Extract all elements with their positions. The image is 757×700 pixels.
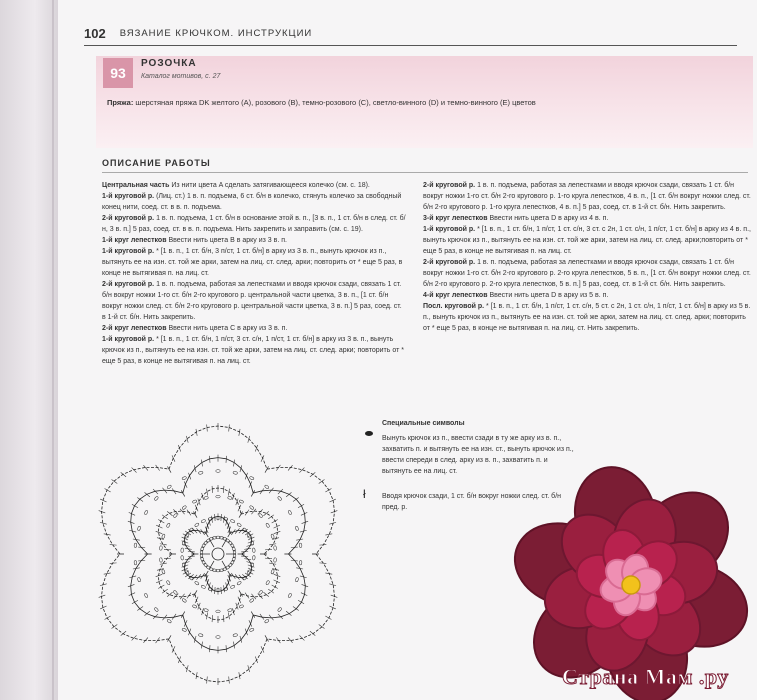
instruction-paragraph (102, 235, 406, 246)
legend-title: Специальные символы (382, 420, 465, 427)
crochet-chart-diagram (78, 414, 358, 690)
chain-stitch (198, 471, 203, 474)
chain-stitch (144, 593, 148, 598)
chain-stitch (166, 580, 170, 585)
chain-stitch (134, 560, 137, 565)
instruction-text: Ввести нить цвета D в арку из 4 в. п. (489, 215, 609, 222)
instruction-text: 1 в. п. подъема, работая за лепестками и вводя крючок сзади, связать 1 ст. б/н вокруг ножки 1-го ст. б/н 2-го кругового р. 2-го круга лепестков, 5 в. п., [1 ст. б/н вокруг ножки след. ст. б/н 2-го кругового р. 2-го круга лепестков, 5 в. п.] 5 раз, соед. ст. в 1-й ст. б/н. Нить закрепить. (423, 259, 751, 288)
motif-number-badge: 93 (103, 58, 133, 88)
chain-stitch (201, 585, 206, 589)
chain-stitch (216, 495, 220, 498)
yarn-info (107, 98, 536, 107)
chain-stitch (134, 543, 137, 548)
chain-stitch (265, 523, 269, 528)
stitch-mark (286, 611, 291, 615)
chain-stitch (249, 598, 254, 603)
instruction-label: 1-й круговой р. (102, 193, 155, 200)
stitch-mark (223, 486, 224, 493)
page-header (84, 26, 312, 41)
chain-stitch (225, 538, 230, 543)
stitch-mark (255, 445, 257, 452)
instruction-paragraph (102, 180, 406, 191)
stitch-mark (178, 656, 180, 663)
instruction-text: (Лиц. ст.) 1 в. п. подъема, 6 ст. б/н в колечко, стянуть колечко за свободный конец нити, соед. ст. в в. п. подъема. (102, 193, 402, 211)
yarn-text: шерстяная пряжа DK желтого (A), розового (B), темно-розового (C), светло-винного (D) и темно-винного (E) цветов (135, 98, 536, 107)
instruction-text: 1 в. п. подъема, работая за лепестками и вводя крючок сзади, связать 1 ст. б/н вокруг ножки 1-го ст. б/н 2-го кругового р. 1-го круга лепестков, 4 в. п., [1 ст. б/н вокруг ножки след. ст. б/н 2-го кругового р. 1-го круга лепестков, 4 в. п.] 5 раз, соед. ст. в 1-й ст. б/н. Нить закрепить. (423, 182, 751, 211)
instruction-text: 1 в. п. подъема, работая за лепестками и вводя крючок сзади, связать 1 ст. б/н вокруг ножки 1-го ст. б/н 2-го кругового р. центральной части цветка, 3 в. п., [1 ст. б/н вокруг ножки след. ст. б/н 2-го кругового р. центральной части цветка, 3 в. п.] 5 раз, соед. ст. в 1-й ст. б/н. Нить закрепить. (102, 281, 402, 321)
instruction-paragraph (423, 257, 751, 290)
chain-stitch (216, 636, 220, 639)
chain-stitch (242, 576, 247, 581)
legend-item-1: Вынуть крючок из п., ввести сзади в ту же арку из в. п., захватить п. и вытянуть ее на изн. ст., вынуть крючок из п., ввести спереди в след. арку из в. п., захватить п. и вытянуть ее на лиц. ст. (382, 435, 574, 475)
stitch-mark (286, 492, 291, 496)
stitch-mark (229, 677, 230, 684)
instruction-paragraph (102, 323, 406, 334)
page-number: 102 (84, 26, 106, 41)
stitch-mark (132, 468, 137, 473)
chain-stitch (295, 577, 299, 582)
crochet-flower-photo (505, 445, 757, 700)
chain-stitch (182, 505, 187, 510)
chain-stitch (288, 510, 292, 515)
chain-stitch (242, 527, 247, 532)
petal-outline (169, 639, 267, 682)
instruction-label: 2-й круговой р. (423, 259, 476, 266)
instruction-paragraph (102, 246, 406, 279)
instruction-paragraph (423, 180, 751, 213)
instruction-paragraph (102, 334, 406, 367)
instruction-text: Ввести нить цвета B в арку из 3 в. п. (168, 237, 287, 244)
stitch-mark (263, 511, 268, 515)
chain-stitch (258, 590, 263, 595)
stitch-mark (100, 522, 107, 524)
instruction-text: * [1 в. п., 1 ст. б/н, 3 п/ст, 1 ст. б/н] в арку из 3 в. п., вынуть крючок из п., вытянуть ее на изн. ст. той же арки, затем на лиц. ст. след. арки; повторить от * еще 5 раз, в конце не вытягивая п. на лиц. ст. (102, 248, 403, 277)
instruction-label: 4-й круг лепестков (423, 292, 488, 299)
chain-stitch (154, 496, 159, 501)
instruction-label: 1-й круговой р. (102, 336, 155, 343)
chain-stitch (194, 523, 199, 528)
stitch-mark (310, 472, 315, 476)
chain-stitch (274, 546, 277, 551)
instruction-text: Ввести нить цвета C в арку из 3 в. п. (168, 325, 288, 332)
instruction-label: 1-й круговой р. (423, 226, 476, 233)
instruction-paragraph (423, 290, 751, 301)
chain-stitch (144, 510, 148, 515)
instruction-label: Центральная часть (102, 182, 170, 189)
instruction-label: 2-й круговой р. (102, 281, 155, 288)
chain-stitch (182, 598, 187, 603)
stitch-mark (263, 592, 268, 596)
chain-stitch (216, 610, 220, 613)
stitch-mark (145, 611, 150, 615)
instructions-right-column (423, 180, 751, 334)
chain-stitch (173, 590, 178, 595)
chain-stitch (181, 555, 184, 560)
chain-stitch (159, 546, 162, 551)
instruction-label: 1-й круговой р. (102, 248, 155, 255)
chain-stitch (228, 540, 233, 545)
work-description-title: ОПИСАНИЕ РАБОТЫ (102, 158, 211, 168)
chain-stitch (239, 604, 244, 608)
chain-stitch (299, 543, 302, 548)
stitch-mark (167, 592, 172, 596)
chain-stitch (233, 633, 238, 636)
chain-stitch (239, 499, 244, 503)
stitch-mark (207, 425, 208, 432)
chain-stitch (233, 550, 236, 555)
stitch-mark (325, 616, 331, 620)
stitch-mark (186, 436, 188, 443)
chain-stitch (228, 563, 233, 568)
instruction-paragraph (102, 279, 406, 323)
chain-stitch (137, 526, 141, 531)
instruction-label: 1-й круг лепестков (102, 237, 167, 244)
chain-stitch (265, 580, 269, 585)
stitch-mark (325, 534, 332, 535)
petal-outline (241, 554, 278, 597)
stitch-mark (226, 456, 227, 463)
chain-stitch (194, 581, 199, 586)
chain-stitch (233, 471, 238, 474)
stitch-mark (226, 645, 227, 652)
instruction-label: Посл. круговой р. (423, 303, 485, 310)
petal-outline (159, 511, 196, 554)
catalog-reference: Каталог мотивов, с. 27 (141, 73, 221, 80)
chain-stitch (167, 619, 172, 624)
chain-stitch (204, 496, 209, 499)
instruction-label: 2-й круговой р. (423, 182, 476, 189)
header-rule (84, 45, 737, 46)
instruction-label: 2-й круг лепестков (102, 325, 167, 332)
flower-center (622, 576, 640, 594)
chain-stitch (277, 496, 282, 501)
instruction-paragraph (102, 191, 406, 213)
chain-stitch (166, 523, 170, 528)
instruction-paragraph (423, 224, 751, 257)
petal-outline (267, 554, 335, 641)
stitch-mark (121, 631, 126, 635)
chain-stitch (264, 485, 269, 490)
chain-stitch (167, 485, 172, 490)
stitch-mark (206, 489, 207, 496)
chain-stitch (249, 476, 254, 480)
stitch-mark (105, 489, 111, 493)
chain-stitch (271, 534, 275, 539)
stitch-mark (329, 584, 336, 586)
petal-outline (241, 511, 278, 554)
chain-stitch (182, 628, 187, 632)
chain-stitch (288, 593, 292, 598)
stitch-mark (329, 499, 335, 502)
watermark-logo: Страна Мам .ру (562, 664, 729, 689)
stitch-mark (167, 511, 172, 515)
stitch-mark (269, 563, 276, 564)
petal-outline (267, 467, 335, 554)
chain-stitch (182, 476, 187, 480)
chain-stitch (189, 527, 194, 532)
chain-stitch (271, 569, 275, 574)
chain-stitch (189, 576, 194, 581)
back-post-stitch-symbol-icon: ł (363, 487, 366, 501)
chain-stitch (154, 607, 159, 612)
instruction-paragraph (423, 213, 751, 224)
instruction-text: Ввести нить цвета D в арку из 5 в. п. (489, 292, 609, 299)
motif-title: РОЗОЧКА (141, 58, 197, 69)
petal-outline (169, 426, 267, 469)
spine-edge (52, 0, 54, 700)
instruction-text: * [1 в. п., 1 ст. б/н, 1 п/ст, 3 ст. с/н, 1 п/ст, 1 ст. б/н] в арку из 3 в. п., вынуть крючок из п., вытянуть ее на изн. ст. той же арки, затем на лиц. ст. след. арки; повторить от * еще 5 раз, в конце не вытягивая п. на лиц. ст. (102, 336, 404, 365)
petal-outline (102, 554, 170, 641)
chain-stitch (192, 499, 197, 503)
instruction-text: * [1 в. п., 1 ст. б/н, 1 п/ст, 1 ст. с/н, 3 ст. с 2н, 1 ст. с/н, 1 п/ст, 1 ст. б/н] в арку из 4 в. п., вынуть крючок из п., вытянуть ее на изн. ст. той же арки, затем на лиц. ст. след. арки;повторить от * еще 5 раз, в конце не вытягивая п. на лиц. ст. (423, 226, 751, 255)
stitch-mark (248, 665, 250, 672)
chain-stitch (203, 563, 208, 568)
chain-stitch (161, 569, 165, 574)
work-rule (102, 172, 748, 173)
chain-stitch (258, 513, 263, 518)
instructions-left-column (102, 180, 406, 367)
chain-stitch (228, 608, 233, 611)
chain-stitch (299, 560, 302, 565)
chain-stitch (204, 608, 209, 611)
instruction-label: 2-й круговой р. (102, 215, 155, 222)
pull-through-symbol-icon (365, 431, 373, 436)
stitch-mark (100, 606, 106, 609)
section-title: ВЯЗАНИЕ КРЮЧКОМ. ИНСТРУКЦИИ (119, 28, 313, 39)
chain-stitch (228, 496, 233, 499)
chain-stitch (201, 519, 206, 523)
chain-stitch (230, 519, 235, 523)
chain-stitch (249, 505, 254, 510)
book-spine (0, 0, 58, 700)
stitch-mark (160, 544, 167, 545)
chain-stitch (252, 555, 255, 560)
yarn-label: Пряжа: (107, 98, 134, 107)
stitch-mark (212, 615, 213, 622)
chain-stitch (216, 470, 220, 473)
instruction-paragraph (102, 213, 406, 235)
chain-stitch (203, 540, 208, 545)
petal-outline (102, 467, 170, 554)
stitch-mark (145, 492, 150, 496)
chain-stitch (159, 558, 162, 563)
instruction-label: 3-й круг лепестков (423, 215, 488, 222)
chain-stitch (264, 619, 269, 624)
stitch-mark (209, 645, 210, 652)
chain-stitch (206, 565, 211, 570)
stitch-mark (228, 612, 229, 619)
chain-stitch (237, 581, 242, 586)
stitch-mark (209, 456, 210, 463)
petal-outline (159, 554, 196, 597)
chain-stitch (249, 628, 254, 632)
instruction-text: * [1 в. п., 1 ст. б/н, 1 п/ст, 1 ст. с/н, 5 ст. с 2н, 1 ст. с/н, 1 п/ст, 1 ст. б/н] в арку из 5 в. п., вынуть крючок из п., вытянуть ее на изн. ст. той же арки, затем на лиц. ст. след. арки; повторить от * еще 5 раз, в конце не вытягивая п. на лиц. ст. Нить закрепить. (423, 303, 751, 332)
chain-stitch (237, 523, 242, 528)
chain-stitch (181, 548, 184, 553)
instruction-text: 1 в. п. подъема, 1 ст. б/н в основание этой в. п., [3 в. п., 1 ст. б/н в след. ст. б/н, 3 в. п.] 5 раз, соед. ст. в в. п. подъема. Нить закрепить и заправить (см. с. 19). (102, 215, 406, 233)
chain-stitch (137, 577, 141, 582)
stitch-mark (207, 677, 208, 684)
chain-stitch (277, 607, 282, 612)
legend-item-2: Вводя крючок сзади, 1 ст. б/н вокруг ножки след. ст. б/н пред. р. (382, 493, 562, 511)
chain-stitch (295, 526, 299, 531)
chain-stitch (252, 548, 255, 553)
chain-stitch (198, 633, 203, 636)
chain-stitch (173, 513, 178, 518)
chart-symbols (99, 423, 338, 685)
chain-stitch (192, 604, 197, 608)
chain-stitch (230, 585, 235, 589)
chain-stitch (274, 558, 277, 563)
stitch-mark (229, 425, 230, 432)
stitch-mark (104, 573, 111, 574)
instruction-paragraph (423, 301, 751, 334)
chain-stitch (161, 534, 165, 539)
instruction-text: Из нити цвета A сделать затягивающееся колечко (см. с. 18). (171, 182, 370, 189)
stitch-mark (299, 635, 304, 640)
